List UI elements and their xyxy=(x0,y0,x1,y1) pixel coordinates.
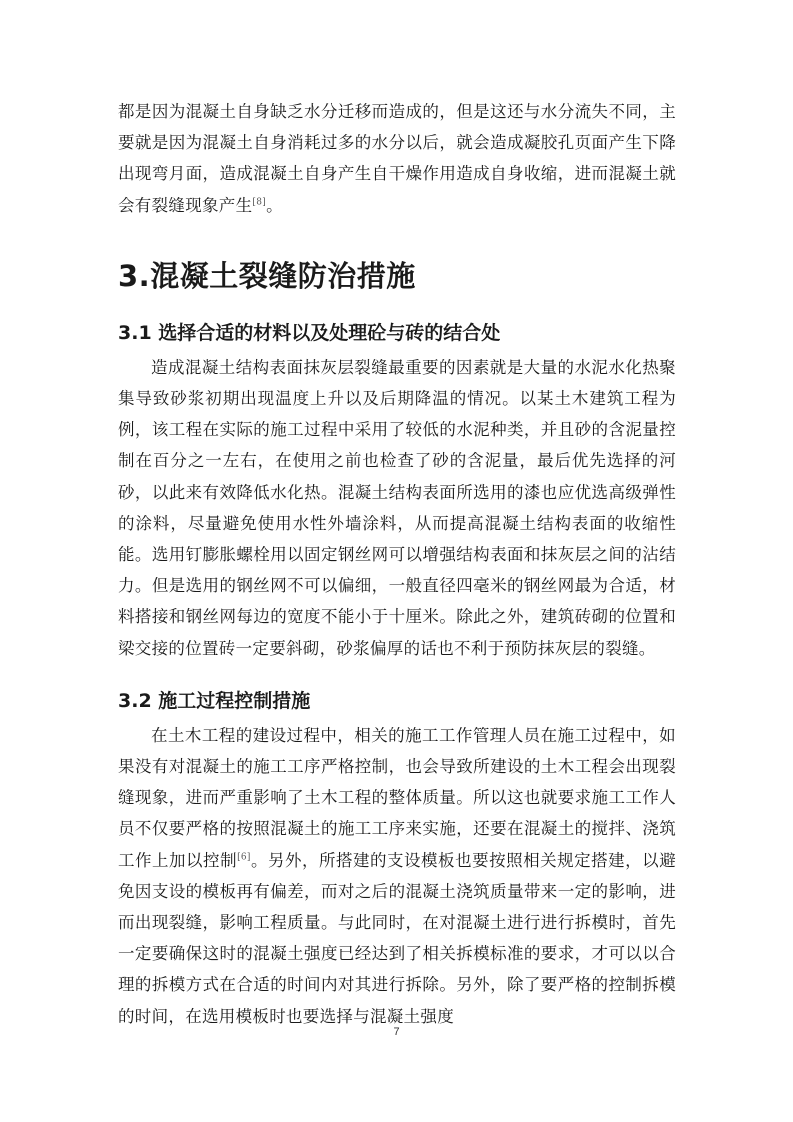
subsection-1-title: 3.1 选择合适的材料以及处理砼与砖的结合处 xyxy=(118,321,501,344)
subsection-2-paragraph-part1: 在土木工程的建设过程中，相关的施工工作管理人员在施工过程中，如果没有对混凝土的施工工序严格控制，也会导致所建设的土木工程会出现裂缝现象，进而严重影响了土木工程的整体质量。所以这也就要求施工工作人员不仅要严格的按照混凝土的施工工序来实施，还要在混凝土的搅拌、浇筑工作上加以控制 xyxy=(118,725,676,870)
intro-paragraph-tail: 。 xyxy=(266,195,283,215)
section-title: 3.混凝土裂缝防治措施 xyxy=(118,258,416,293)
subsection-2-paragraph xyxy=(118,720,676,1032)
citation-ref-6: [6] xyxy=(237,852,251,863)
intro-paragraph-text: 都是因为混凝土自身缺乏水分迁移而造成的，但是这还与水分流失不同，主要就是因为混凝土自身消耗过多的水分以后，就会造成凝胶孔页面产生下降出现弯月面，造成混凝土自身产生自干燥作用造成自身收缩，进而混凝土就会有裂缝现象产生 xyxy=(118,102,676,215)
intro-paragraph xyxy=(118,96,676,221)
subsection-2-title: 3.2 施工过程控制措施 xyxy=(118,689,311,712)
subsection-1-paragraph: 造成混凝土结构表面抹灰层裂缝最重要的因素就是大量的水泥水化热聚集导致砂浆初期出现温度上升以及后期降温的情况。以某土木建筑工程为例，该工程在实际的施工过程中采用了较低的水泥种类，并且砂的含泥量控制在百分之一左右，在使用之前也检查了砂的含泥量，最后优先选择的河砂，以此来有效降低水化热。混凝土结构表面所选用的漆也应优选高级弹性的涂料，尽量避免使用水性外墙涂料，从而提高混凝土结构表面的收缩性能。选用钉膨胀螺栓用以固定钢丝网可以增强结构表面和抹灰层之间的沾结力。但是选用的钢丝网不可以偏细，一般直径四毫米的钢丝网最为合适，材料搭接和钢丝网每边的宽度不能小于十厘米。除此之外，建筑砖砌的位置和梁交接的位置砖一定要斜砌，砂浆偏厚的话也不利于预防抹灰层的裂缝。 xyxy=(118,357,676,658)
page-number: 7 xyxy=(393,1026,400,1038)
subsection-2-paragraph-part2: 。另外，所搭建的支设模板也要按照相关规定搭建，以避免因支设的模板再有偏差，而对之后的混凝土浇筑质量带来一定的影响，进而出现裂缝，影响工程质量。与此同时，在对混凝土进行进行拆模时，首先一定要确保这时的混凝土强度已经达到了相关拆模标准的要求，才可以以合理的拆模方式在合适的时间内对其进行拆除。另外，除了要严格的控制拆模的时间，在选用模板时也要选择与混凝土强度 xyxy=(118,850,676,1026)
citation-ref-8: [8] xyxy=(252,197,267,208)
document-page xyxy=(118,96,676,1032)
